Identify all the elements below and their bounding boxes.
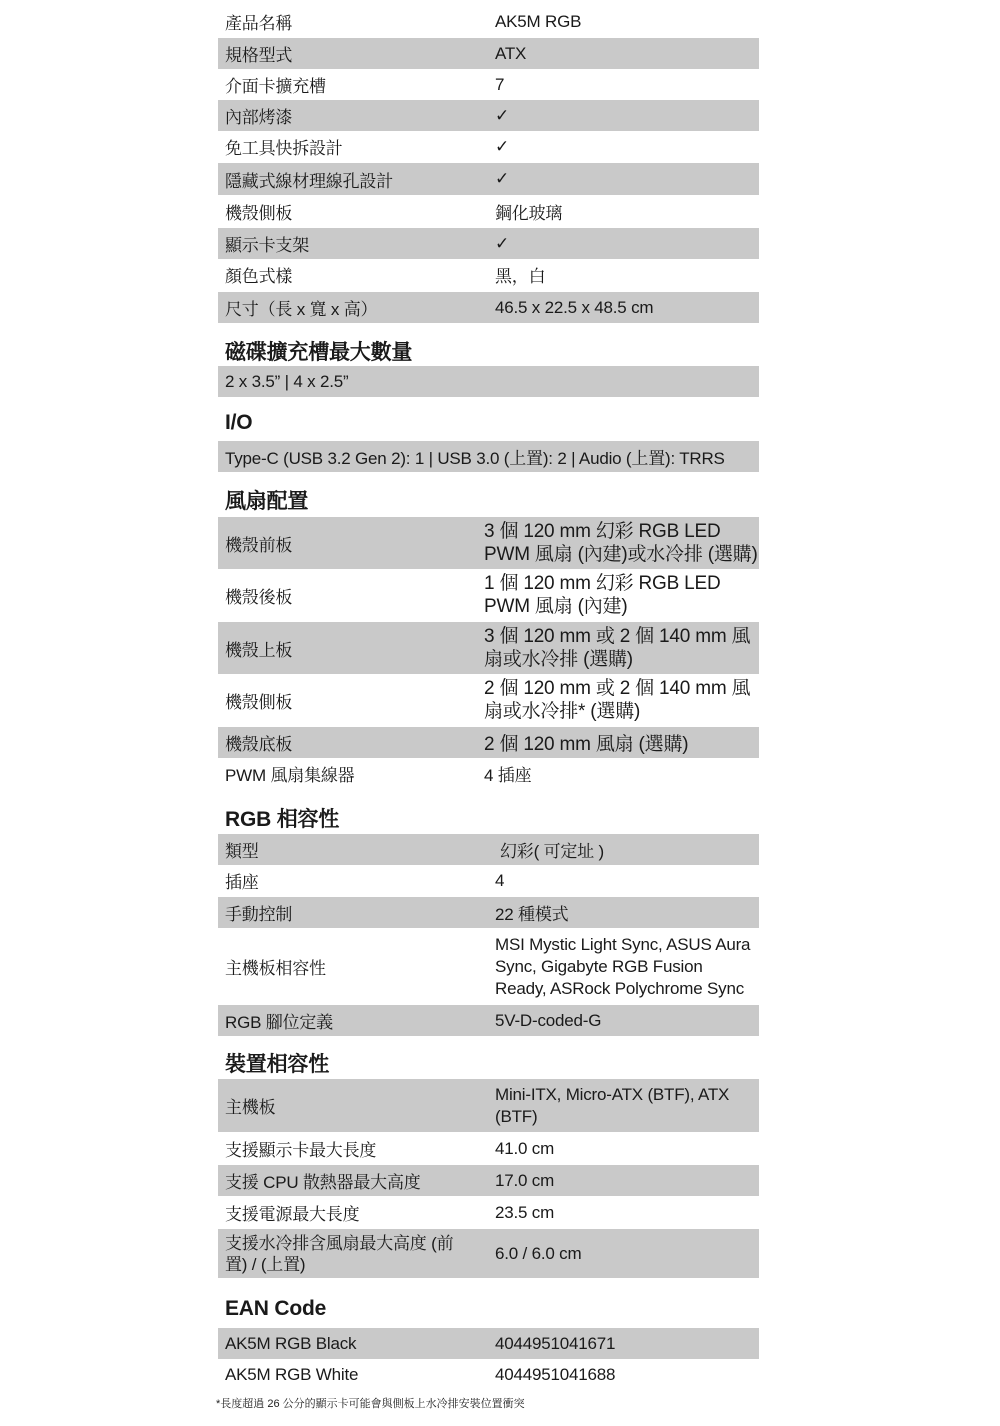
ean-row-white: [218, 1359, 759, 1390]
fan-value: 2 個 120 mm 風扇 (選購): [484, 734, 689, 755]
fan-row-side: [218, 674, 759, 726]
rgb-value: 4: [495, 870, 505, 890]
fan-value: 3 個 120 mm 幻彩 RGB LED PWM 風扇 (內建)或水冷排 (選購): [484, 521, 758, 565]
device-value: 17.0 cm: [495, 1170, 555, 1190]
fan-row-pwm-hub: [218, 758, 759, 789]
device-label: 支援電源最大長度: [225, 1205, 360, 1224]
drive-bays-value: 2 x 3.5” | 4 x 2.5”: [225, 371, 349, 391]
rgb-value: 22 種模式: [495, 905, 569, 924]
rgb-row-sockets: [218, 865, 759, 896]
spec-row-expansion-slots: [218, 69, 759, 100]
device-label: 支援 CPU 散熱器最大高度: [225, 1173, 421, 1192]
spec-row-interior-paint: [218, 100, 759, 131]
ean-label: AK5M RGB White: [225, 1364, 359, 1384]
rgb-label: 插座: [225, 873, 259, 892]
rgb-row-manual-control: [218, 897, 759, 928]
spec-label: 介面卡擴充槽: [225, 77, 326, 96]
check-icon: ✓: [495, 105, 510, 125]
spec-label: 尺寸（長 x 寬 x 高）: [225, 300, 378, 319]
fan-value: 3 個 120 mm 或 2 個 140 mm 風扇或水冷排 (選購): [484, 626, 751, 670]
io-value: Type-C (USB 3.2 Gen 2): 1 | USB 3.0 (上置): 2 | Audio (上置): TRRS: [225, 449, 725, 468]
ean-value: 4044951041688: [495, 1364, 616, 1384]
section-title-io: I/O: [225, 411, 253, 434]
check-icon: ✓: [495, 136, 510, 156]
device-value: 6.0 / 6.0 cm: [495, 1243, 582, 1263]
spec-label: 內部烤漆: [225, 108, 293, 127]
spec-row-color: [218, 259, 759, 290]
rgb-value: 5V-D-coded-G: [495, 1010, 602, 1030]
fan-row-top: [218, 622, 759, 674]
spec-value: 7: [495, 74, 505, 94]
device-label: 支援顯示卡最大長度: [225, 1141, 377, 1160]
device-row-motherboard: [218, 1079, 759, 1132]
fan-label: PWM 風扇集線器: [225, 766, 355, 785]
device-row-cpu-cooler: [218, 1165, 759, 1196]
spec-row-side-panel: [218, 195, 759, 227]
section-title-drive-bays: 磁碟擴充槽最大數量: [225, 341, 413, 364]
fan-value: 1 個 120 mm 幻彩 RGB LED PWM 風扇 (內建): [484, 573, 721, 617]
section-title-ean: EAN Code: [225, 1297, 327, 1320]
spec-value: 鋼化玻璃: [495, 203, 563, 223]
fan-row-rear: [218, 569, 759, 621]
drive-bays-row: [218, 366, 759, 397]
section-title-fans: 風扇配置: [225, 490, 309, 513]
spec-value: ATX: [495, 43, 527, 63]
rgb-value: MSI Mystic Light Sync, ASUS Aura Sync, Gigabyte RGB Fusion Ready, ASRock Polychrome Sync: [495, 934, 751, 998]
fan-value: 4 插座: [484, 766, 532, 785]
section-title-device: 裝置相容性: [225, 1053, 329, 1076]
spec-row-gpu-holder: [218, 228, 759, 259]
io-row: [218, 441, 759, 472]
fan-label: 機殼前板: [225, 535, 293, 555]
spec-value: 46.5 x 22.5 x 48.5 cm: [495, 297, 654, 317]
fan-label: 機殼底板: [225, 735, 293, 754]
fan-label: 機殼後板: [225, 587, 293, 607]
check-icon: ✓: [495, 233, 510, 253]
rgb-row-pin-definition: [218, 1005, 759, 1036]
fan-label: 機殼上板: [225, 640, 293, 660]
spec-value: 黑，白: [495, 267, 546, 286]
spec-label: 顯示卡支架: [225, 236, 309, 255]
spec-row-form-factor: [218, 38, 759, 69]
device-value: Mini-ITX, Micro-ATX (BTF), ATX (BTF): [495, 1084, 730, 1126]
footnote: *長度超過 26 公分的顯示卡可能會與側板上水冷排安裝位置衝突: [216, 1398, 525, 1410]
device-value: 23.5 cm: [495, 1202, 555, 1222]
device-row-radiator-height: [218, 1229, 759, 1278]
spec-label: 產品名稱: [225, 14, 293, 33]
spec-row-dimensions: [218, 292, 759, 323]
spec-label: 顏色式樣: [225, 267, 293, 286]
rgb-row-type: [218, 834, 759, 865]
spec-label: 免工具快拆設計: [225, 139, 343, 158]
spec-value: AK5M RGB: [495, 11, 582, 31]
rgb-row-motherboard-sync: [218, 929, 759, 1004]
spec-label: 隱藏式線材理線孔設計: [225, 171, 393, 191]
ean-label: AK5M RGB Black: [225, 1333, 357, 1353]
device-label: 主機板: [225, 1098, 276, 1117]
spec-label: 機殼側板: [225, 203, 293, 223]
fan-value: 2 個 120 mm 或 2 個 140 mm 風扇或水冷排* (選購): [484, 678, 751, 722]
ean-value: 4044951041671: [495, 1333, 616, 1353]
rgb-label: 主機板相容性: [225, 959, 326, 978]
spec-row-product-name: [218, 6, 759, 37]
device-label: 支援水冷排含風扇最大高度 (前置) / (上置): [225, 1233, 454, 1274]
rgb-value: 幻彩( 可定址 ): [500, 842, 604, 861]
check-icon: ✓: [495, 169, 510, 188]
device-row-psu-length: [218, 1197, 759, 1228]
ean-row-black: [218, 1328, 759, 1359]
rgb-label: 類型: [225, 842, 259, 861]
rgb-label: RGB 腳位定義: [225, 1013, 333, 1032]
spec-row-tool-free: [218, 131, 759, 162]
rgb-label: 手動控制: [225, 905, 293, 924]
fan-row-front: [218, 517, 759, 569]
device-row-gpu-length: [218, 1133, 759, 1164]
spec-row-cable-management: [218, 163, 759, 195]
section-title-rgb: RGB 相容性: [225, 808, 340, 831]
fan-row-bottom: [218, 727, 759, 758]
device-value: 41.0 cm: [495, 1138, 555, 1158]
fan-label: 機殼側板: [225, 692, 293, 712]
spec-label: 規格型式: [225, 46, 293, 65]
